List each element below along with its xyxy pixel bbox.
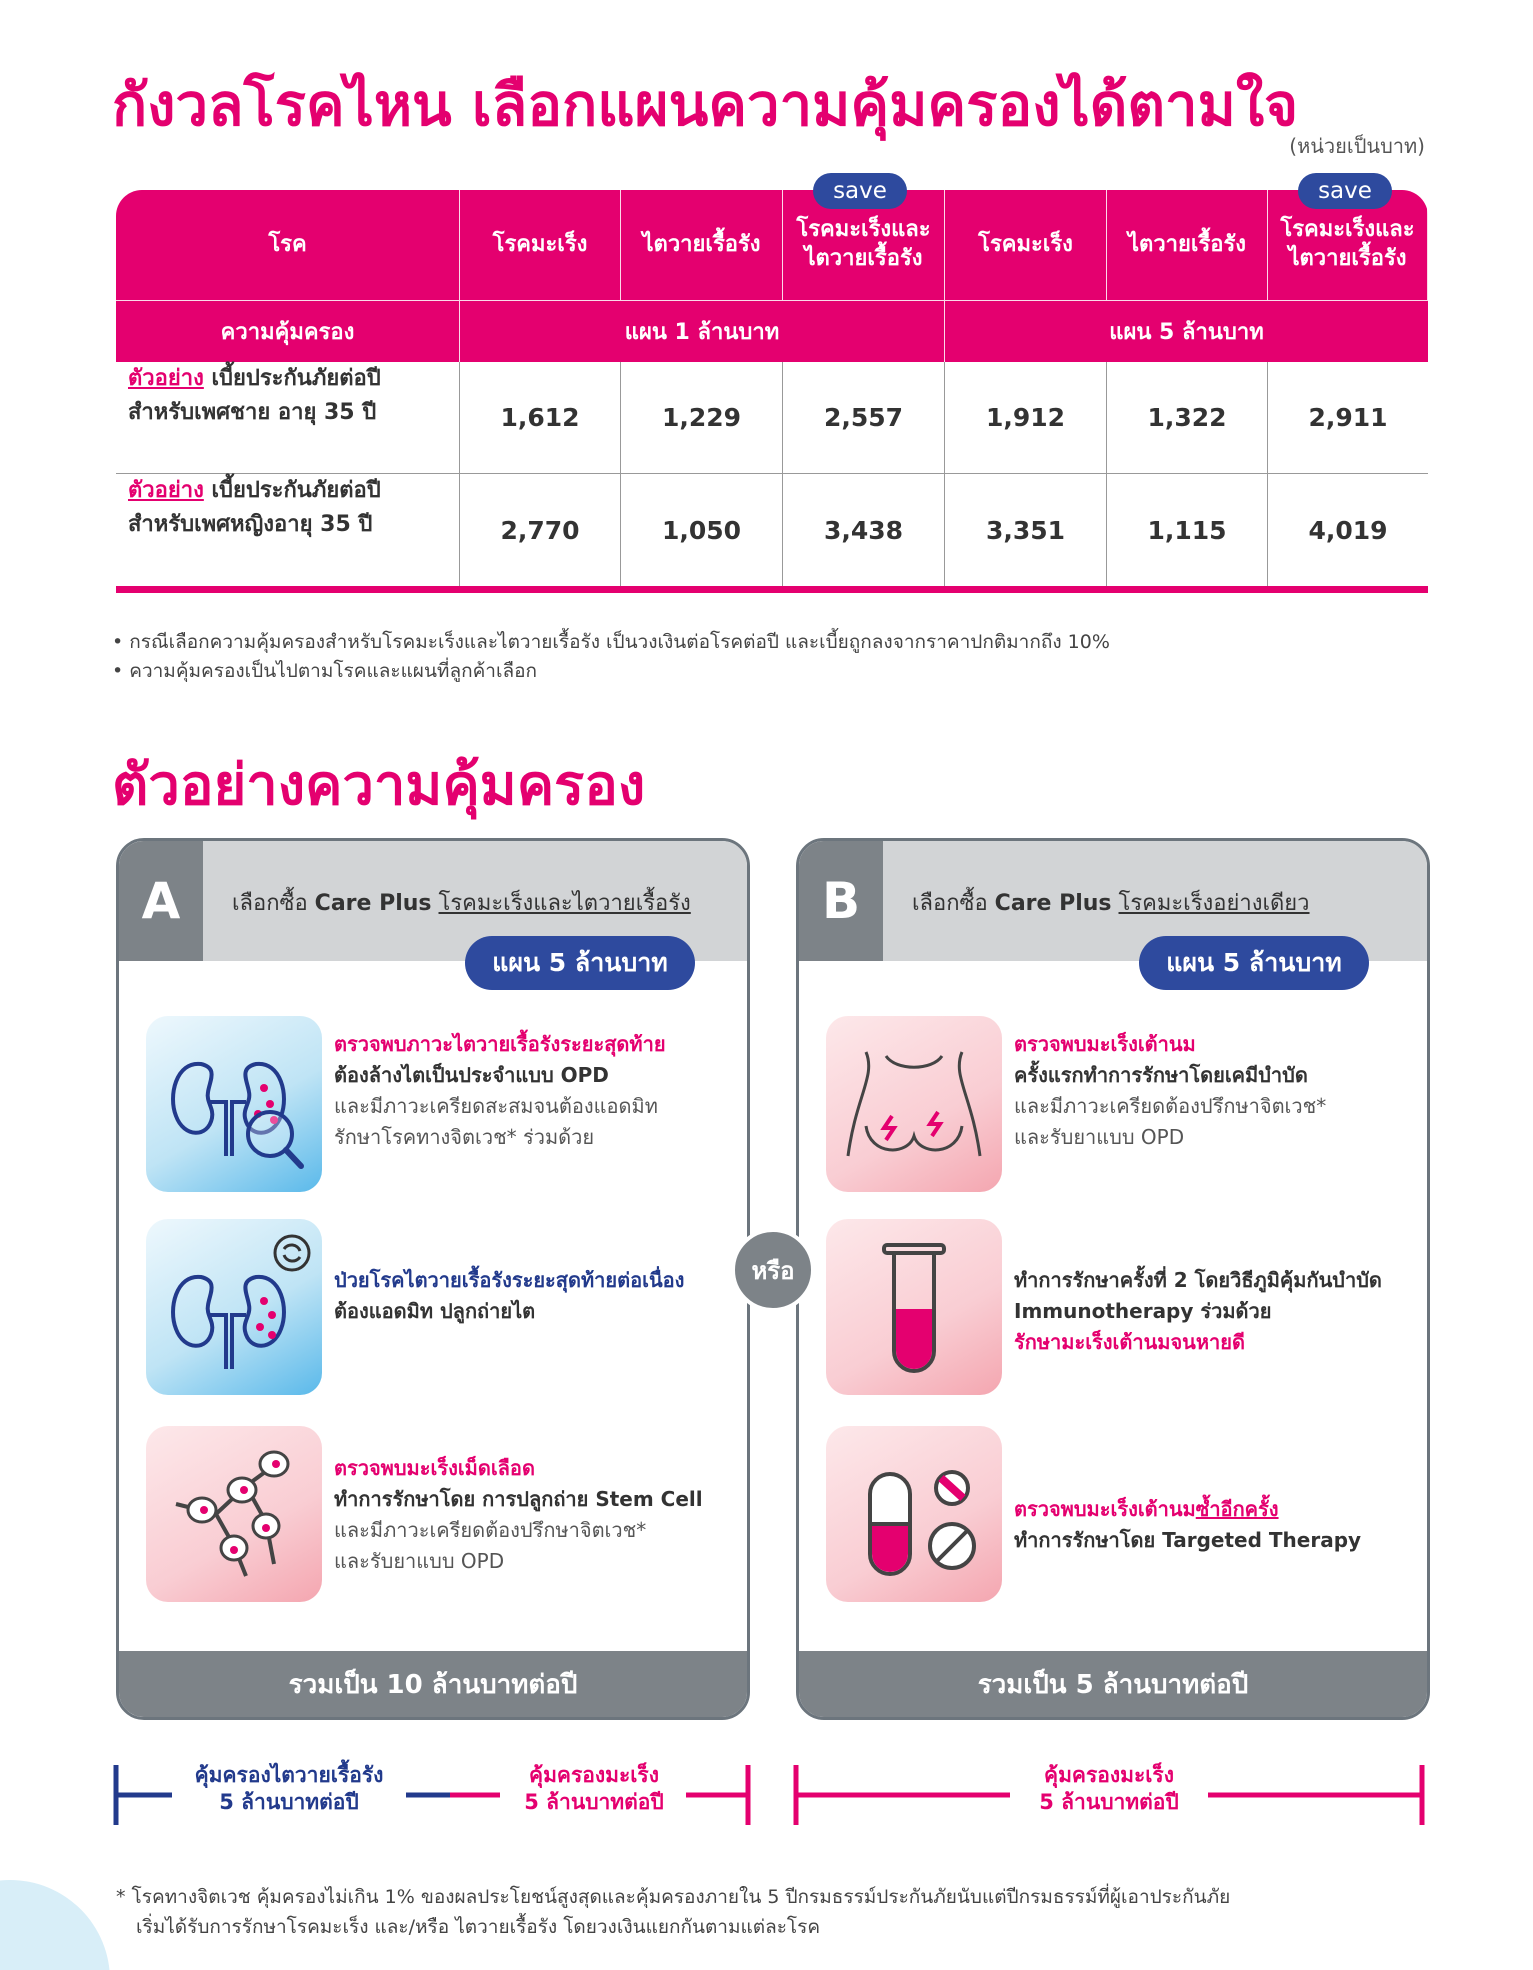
item-heading: ตรวจพบมะเร็งเม็ดเลือด [334, 1456, 535, 1480]
footnote-line: * โรคทางจิตเวช คุ้มครองไม่เกิน 1% ของผลประโยชน์สูงสุดและคุ้มครองภายใน 5 ปีกรมธรรม์ประกันภัยนับแต่ปีกรมธรรม์ที่ผู้เอาประกันภัย [116, 1886, 1231, 1908]
example-link: ตัวอย่าง [128, 366, 204, 391]
breast-icon [826, 1016, 1002, 1192]
panel-total: รวมเป็น 5 ล้านบาทต่อปี [799, 1651, 1427, 1717]
table-notes [112, 628, 1110, 687]
table-cell: 1,050 [621, 474, 783, 586]
item-line: ต้องล้างไตเป็นประจำแบบ OPD [334, 1063, 609, 1087]
panel-letter: B [799, 841, 883, 961]
header-col-5: ไตวายเรื้อรัง [1107, 190, 1268, 300]
header-disease: โรค [116, 190, 460, 300]
item-heading: ตรวจพบมะเร็งเต้านม [1014, 1497, 1196, 1521]
item-text [334, 1029, 744, 1153]
table-cell: 3,351 [945, 474, 1107, 586]
item-line: รักษามะเร็งเต้านมจนหายดี [1014, 1330, 1245, 1354]
title-brand: Care Plus [314, 891, 432, 916]
table-cell: 3,438 [783, 474, 945, 586]
note-2: • ความคุ้มครองเป็นไปตามโรคและแผนที่ลูกค้าเลือก [112, 660, 538, 683]
plan-badge: แผน 5 ล้านบาท [465, 936, 695, 990]
or-badge: หรือ [731, 1228, 815, 1312]
panel-title [912, 885, 1310, 920]
section-title: ตัวอย่างความคุ้มครอง [112, 753, 646, 818]
row-label [116, 362, 460, 473]
item-heading: ป่วยโรคไตวายเรื้อรังระยะสุดท้ายต่อเนื่อง [334, 1268, 685, 1292]
title-prefix: เลือกซื้อ [232, 891, 315, 916]
save-badge: save [1298, 173, 1392, 209]
item-line: ต้องแอดมิท ปลูกถ่ายไต [334, 1299, 536, 1323]
table-cell: 1,612 [460, 362, 621, 473]
kidney-search-icon [146, 1016, 322, 1192]
coverage-line: คุ้มครองไตวายเรื้อรัง [194, 1763, 384, 1787]
row-label [116, 474, 460, 586]
title-prefix: เลือกซื้อ [912, 891, 995, 916]
footnote-line: เริ่มได้รับการรักษาโรคมะเร็ง และ/หรือ ไตวายเรื้อรัง โดยวงเงินแยกกันตามแต่ละโรค [136, 1916, 821, 1939]
coverage-label-kidney [176, 1762, 402, 1817]
item-line: และรับยาแบบ OPD [334, 1549, 505, 1573]
test-tube-icon [826, 1219, 1002, 1395]
coverage-row [116, 300, 1428, 362]
item-line: และมีภาวะเครียดสะสมจนต้องแอดมิท [334, 1094, 658, 1118]
header-col-4: โรคมะเร็ง [945, 190, 1107, 300]
row-label-line2: สำหรับเพศชาย อายุ 35 ปี [128, 400, 377, 426]
table-row [116, 474, 1428, 586]
table-cell: 4,019 [1308, 515, 1388, 545]
item-heading: ตรวจพบภาวะไตวายเรื้อรังระยะสุดท้าย [334, 1032, 666, 1056]
item-line: ทำการรักษาครั้งที่ 2 โดยวิธีภูมิคุ้มกันบำบัด [1014, 1268, 1382, 1292]
note-1: • กรณีเลือกความคุ้มครองสำหรับโรคมะเร็งและไตวายเรื้อรัง เป็นวงเงินต่อโรคต่อปี และเบี้ยถูกลงจากราคาปกติมากถึง 10% [112, 631, 1110, 653]
item-line: รักษาโรคทางจิตเวช* ร่วมด้วย [334, 1125, 595, 1149]
row-label-line1: เบี้ยประกันภัยต่อปี [203, 366, 381, 391]
item-line: ครั้งแรกทำการรักษาโดยเคมีบำบัด [1014, 1063, 1308, 1087]
panel-title [232, 885, 691, 920]
example-link: ตัวอย่าง [128, 478, 204, 503]
blood-cell-icon [146, 1426, 322, 1602]
item-text [1014, 1494, 1424, 1556]
item-line: ทำการรักษาโดย Targeted Therapy [1014, 1528, 1362, 1552]
table-cell: 1,322 [1107, 362, 1268, 473]
table-cell: 1,115 [1107, 474, 1268, 586]
panel-b [796, 838, 1430, 1720]
item-text [334, 1453, 744, 1577]
item-heading: ตรวจพบมะเร็งเต้านม [1014, 1032, 1196, 1056]
premium-table [116, 178, 1428, 593]
coverage-label: ความคุ้มครอง [116, 301, 460, 362]
coverage-line: คุ้มครองมะเร็ง [1044, 1763, 1174, 1787]
row-label-line2: สำหรับเพศหญิงอายุ 35 ปี [128, 512, 373, 538]
table-cell: 2,557 [783, 362, 945, 473]
table-bottom-rule [116, 586, 1428, 593]
item-line: และรับยาแบบ OPD [1014, 1125, 1185, 1149]
table-header [116, 178, 1428, 300]
title-choice: โรคมะเร็งอย่างเดียว [1118, 891, 1310, 916]
header-col-1: โรคมะเร็ง [460, 190, 621, 300]
footnote [116, 1882, 1230, 1943]
plan-2-label: แผน 5 ล้านบาท [1109, 320, 1264, 345]
item-text [1014, 1265, 1424, 1358]
item-line: Immunotherapy ร่วมด้วย [1014, 1299, 1272, 1323]
title-choice: โรคมะเร็งและไตวายเรื้อรัง [438, 891, 691, 916]
item-text [1014, 1029, 1424, 1153]
panel-letter: A [119, 841, 203, 961]
panel-a [116, 838, 750, 1720]
coverage-label-cancer-b [1016, 1762, 1202, 1817]
kidney-refresh-icon [146, 1219, 322, 1395]
table-cell: 2,770 [460, 474, 621, 586]
item-text [334, 1265, 744, 1327]
table-cell: 1,912 [945, 362, 1107, 473]
page-title: กังวลโรคไหน เลือกแผนความคุ้มครองได้ตามใจ [112, 71, 1299, 139]
header-col-6: โรคมะเร็งและ ไตวายเรื้อรัง [1268, 190, 1428, 300]
coverage-line: 5 ล้านบาทต่อปี [219, 1790, 359, 1815]
decorative-corner [0, 1880, 110, 1970]
item-heading-underlined: ซ้ำอีกครั้ง [1195, 1497, 1279, 1521]
plan-1-label: แผน 1 ล้านบาท [460, 301, 945, 362]
item-line: ทำการรักษาโดย การปลูกถ่าย Stem Cell [334, 1487, 703, 1511]
coverage-line: 5 ล้านบาทต่อปี [1039, 1790, 1179, 1815]
table-cell: 2,911 [1308, 403, 1388, 432]
save-badge: save [813, 173, 907, 209]
title-brand: Care Plus [994, 891, 1112, 916]
coverage-label-cancer-a [506, 1762, 682, 1817]
plan-badge: แผน 5 ล้านบาท [1139, 936, 1369, 990]
pills-icon [826, 1426, 1002, 1602]
coverage-line: คุ้มครองมะเร็ง [529, 1763, 659, 1787]
panel-total: รวมเป็น 10 ล้านบาทต่อปี [119, 1651, 747, 1717]
header-col-3: โรคมะเร็งและ ไตวายเรื้อรัง [783, 190, 945, 300]
item-line: และมีภาวะเครียดต้องปรึกษาจิตเวช* [334, 1518, 647, 1542]
header-col-2: ไตวายเรื้อรัง [621, 190, 783, 300]
item-line: และมีภาวะเครียดต้องปรึกษาจิตเวช* [1014, 1094, 1327, 1118]
row-label-line1: เบี้ยประกันภัยต่อปี [203, 478, 381, 503]
unit-note: (หน่วยเป็นบาท) [1289, 134, 1425, 158]
table-row [116, 362, 1428, 474]
table-cell: 1,229 [621, 362, 783, 473]
coverage-line: 5 ล้านบาทต่อปี [524, 1790, 664, 1815]
